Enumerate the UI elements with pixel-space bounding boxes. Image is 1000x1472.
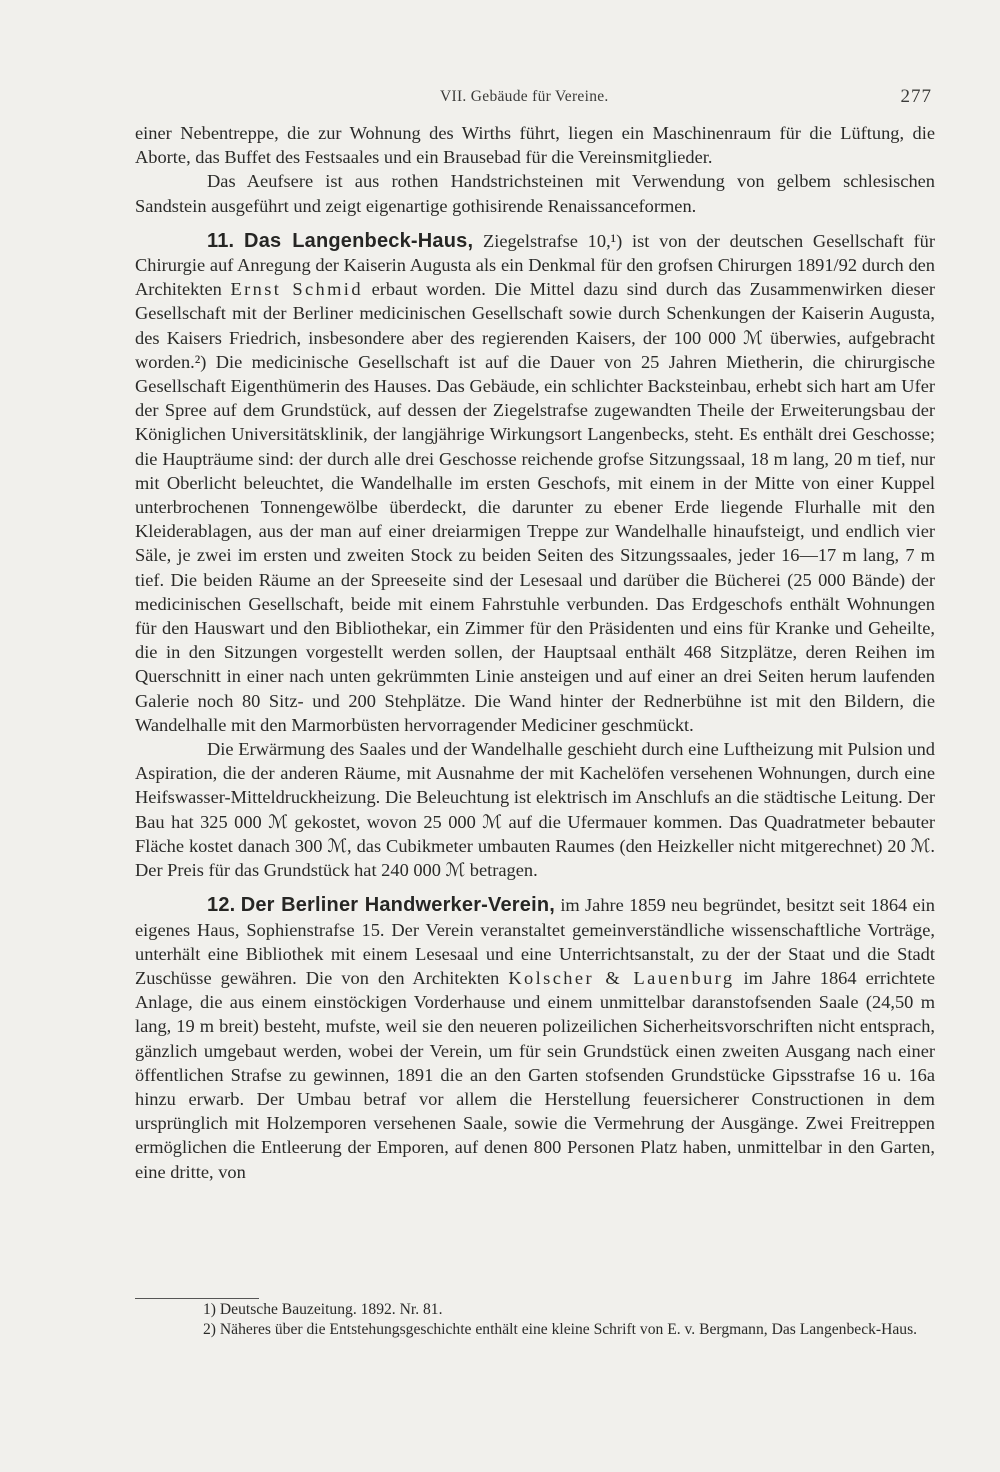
section-12-number: 12. bbox=[207, 894, 236, 917]
section-12-title: Der Berliner Handwerker-Verein, bbox=[240, 894, 556, 917]
footnote-2: 2) Näheres über die Entstehungsgeschichte enthält eine kleine Schrift von E. v. Bergmann, Das Langenbeck-Haus. bbox=[203, 1321, 918, 1338]
section-11-heating-paragraph: Die Erwärmung des Saales und der Wandelhalle geschieht durch eine Luftheizung mit Pulsion und Aspiration, die der anderen Räume, mit Ausnahme der mit Kachelöfen versehenen Wohnungen, durch eine Heifswasser-Mitteldruckheizung. Die Beleuchtung ist elektrisch im Anschlufs an die städtische Leitung. Der Bau hat 325 000 ℳ gekostet, wovon 25 000 ℳ auf die Ufermauer kommen. Das Quadratmeter bebauter Fläche kostet danach 300 ℳ, das Cubikmeter umbauten Raumes (den Heizkeller nicht mitgerechnet) 20 ℳ. Der Preis für das Grundstück hat 240 000 ℳ betragen. bbox=[135, 739, 935, 881]
paragraph-exterior: Das Aeufsere ist aus rothen Handstrichsteinen mit Verwendung von gelbem schlesischen Sandstein ausgeführt und zeigt eigenartige gothisirende Renaissanceformen. bbox=[135, 171, 935, 216]
section-11-text-2: erbaut worden. Die Mittel dazu sind durch das Zusammenwirken dieser Gesellschaft mit der Berliner medicinischen Gesellschaft sowie durch Schenkungen der Kaiserin Augusta, des Kaisers Friedrich, insbesondere aber des regierenden Kaisers, der 100 000 ℳ überwies, aufgebracht worden.²) Die medicinische Gesellschaft ist auf die Dauer von 25 Jahren Mietherin, die chirurgische Gesellschaft Eigenthümerin des Hauses. Das Gebäude, ein schlichter Backsteinbau, erhebt sich hart am Ufer der Spree auf dem Grundstück, auf dessen der Ziegelstrafse zugewandten Theile der Erweiterungsbau der Königlichen Universitätsklinik, der langjährige Wirkungsort Langenbecks, steht. Es enthält drei Geschosse; die Haupträume sind: der durch alle drei Geschosse reichende grofse Sitzungssaal, 18 m lang, 20 m tief, nur mit Oberlicht beleuchtet, die Wandelhalle im ersten Geschofs, mit einem in der Mitte von einer Kuppel unterbrochenen Tonnengewölbe überdeckt, die darunter zu ebener Erde liegende Flurhalle mit den Kleiderablagen, aus der man auf einer dreiarmigen Treppe zur Wandelhalle hinaufsteigt, und endlich vier Säle, je zwei im ersten und zweiten Stock zu beiden Seiten des Sitzungssaales, jeder 16—17 m lang, 7 m tief. Die beiden Räume an der Spreeseite sind der Lesesaal und darüber die Bücherei (25 000 Bände) der medicinischen Gesellschaft, beide mit einem Fahrstuhle verbunden. Das Erdgeschofs enthält Wohnungen für den Hauswart und den Bibliothekar, ein Zimmer für den Präsidenten und eins für Kranke und Geheilte, die in den Sitzungen vorgestellt werden sollen, der Hauptsaal enthält 468 Sitzplätze, deren Reihen im Querschnitt in einer nach unten gekrümmten Linie ansteigen und auf einer an drei Seiten herum laufenden Galerie noch 80 Sitz- und 200 Stehplätze. Die Wand hinter der Rednerbühne ist mit den Bildern, die Wandelhalle mit den Marmorbüsten hervorragender Mediciner geschmückt. bbox=[135, 279, 936, 735]
section-12-architects: Kolscher & Lauenburg bbox=[508, 967, 735, 988]
section-12-text-1: im Jahre 1859 neu begründet, besitzt seit 1864 ein eigenes Haus, Sophienstrafse 15. Der Verein veranstaltet gemeinverständliche wissenschaftliche Vorträge, unterhält eine Bibliothek mit einem Lesesaal und eine Unterrichtsanstalt, zu der der Staat und die Stadt Zuschüsse gewähren. Die von den Architekten bbox=[135, 895, 935, 988]
section-11-architect: Ernst Schmid bbox=[230, 279, 363, 300]
page-number: 277 bbox=[900, 86, 932, 107]
paragraph-continuation: einer Nebentreppe, die zur Wohnung des Wirths führt, liegen ein Maschinenraum für die Lüftung, die Aborte, das Buffet des Festsaales und ein Brausebad für die Vereinsmitglieder. bbox=[135, 123, 935, 168]
section-11-paragraph bbox=[135, 229, 935, 737]
footnotes bbox=[135, 1300, 935, 1340]
footnote-1: 1) Deutsche Bauzeitung. 1892. Nr. 81. bbox=[203, 1301, 443, 1318]
section-12-paragraph bbox=[135, 893, 935, 1183]
section-11-number: 11. bbox=[207, 229, 235, 252]
running-head bbox=[135, 88, 935, 110]
section-11-text-1: Ziegelstrafse 10,¹) ist von der deutschen Gesellschaft für Chirurgie auf Anregung der Kaiserin Augusta als ein Denkmal für den grofsen Chirurgen 1891/92 durch den Architekten bbox=[135, 230, 935, 300]
running-title: VII. Gebäude für Vereine. bbox=[440, 88, 609, 105]
section-12-text-2: im Jahre 1864 errichtete Anlage, die aus einem einstöckigen Vorderhause und einem unmittelbar daranstofsenden Saale (24,50 m lang, 19 m breit) besteht, mufste, weil sie den neueren polizeilichen Sicherheitsvorschriften nicht entsprach, gänzlich umgebaut werden, wobei der Verein, um für sein Grundstück einen zweiten Ausgang nach einer öffentlichen Strafse zu gewinnen, 1891 die an den Garten stofsenden Grundstücke Gipsstrafse 16 u. 16a hinzu erwarb. Der Umbau betraf vor allem die Herstellung feuersicherer Constructionen in dem ursprünglich mit Holzemporen versehenen Saale, sowie die Vermehrung der Ausgänge. Zwei Freitreppen ermöglichen die Entleerung der Emporen, auf denen 800 Personen Platz haben, unmittelbar in den Garten, eine dritte, von bbox=[135, 967, 936, 1182]
section-11-title: Das Langenbeck-Haus, bbox=[244, 229, 474, 252]
body-text bbox=[135, 121, 935, 1184]
footnote-divider bbox=[135, 1298, 259, 1299]
